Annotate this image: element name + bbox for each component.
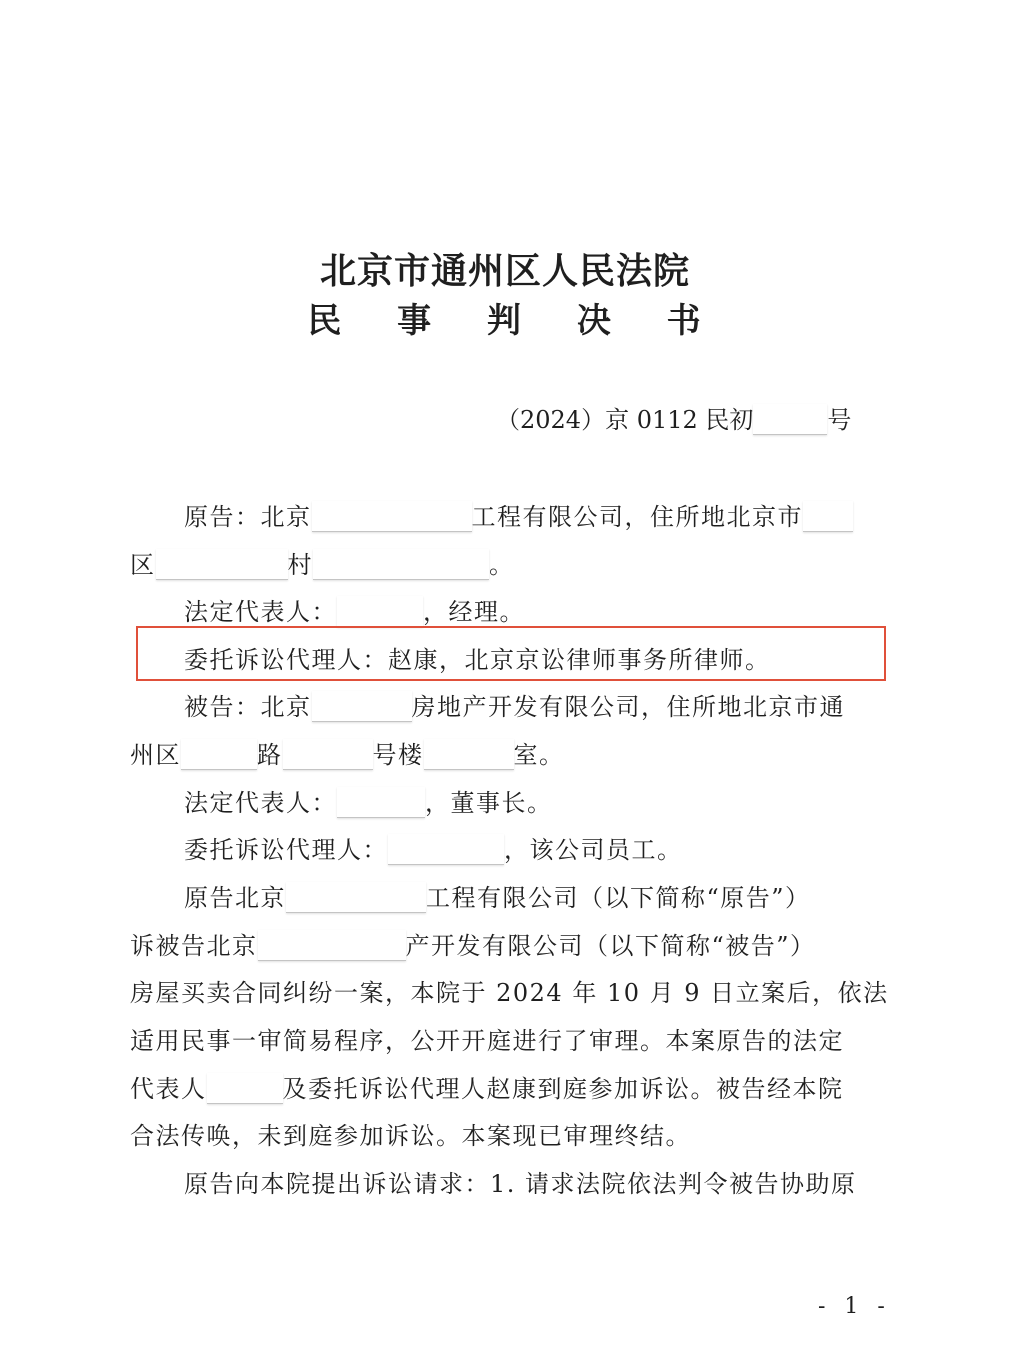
plaintiff-address-line (130, 545, 515, 585)
paragraph-line: 合法传唤，未到庭参加诉讼。本案现已审理终结。 (130, 1122, 691, 1150)
address-text: 号楼 (372, 741, 424, 769)
case-number-suffix: 号 (827, 406, 852, 434)
representative-title: ，董事长。 (425, 789, 553, 817)
redaction-block (803, 501, 853, 532)
address-text: 州区 (130, 741, 181, 769)
paragraph-line: 房屋买卖合同纠纷一案，本院于 2024 年 10 月 9 日立案后，依法 (130, 979, 889, 1007)
redaction-block (207, 1073, 283, 1104)
redaction-block (337, 596, 423, 627)
paragraph-text: 及委托诉讼代理人赵康到庭参加诉讼。被告经本院 (282, 1075, 844, 1103)
plaintiff-label: 原告：北京 (184, 503, 312, 531)
redaction-block (312, 501, 472, 532)
plaintiff-agent-line: 委托诉讼代理人：赵康，北京京讼律师事务所律师。 (184, 646, 771, 674)
case-number-prefix: （2024）京 0112 民初 (496, 406, 754, 434)
representative-label: 法定代表人： (184, 598, 337, 626)
redaction-block (753, 404, 827, 435)
case-number (496, 400, 851, 440)
redaction-block (312, 691, 412, 722)
document-type-title: 民 事 判 决 书 (307, 301, 723, 341)
representative-title: ，经理。 (423, 598, 525, 626)
court-name: 北京市通州区人民法院 (319, 250, 690, 292)
paragraph-text: 工程有限公司（以下简称“原告”） (426, 884, 811, 912)
paragraph-line: 原告向本院提出诉讼请求：1. 请求法院依法判令被告协助原 (184, 1170, 857, 1198)
redaction-block (181, 739, 257, 770)
redaction-block (258, 930, 406, 961)
address-text: 区 (130, 551, 156, 579)
address-text: 室。 (513, 741, 565, 769)
defendant-address-line (130, 735, 565, 775)
defendant-representative-line (184, 783, 553, 823)
page-number: - 1 - (818, 1294, 891, 1319)
agent-label: 委托诉讼代理人： (184, 836, 388, 864)
defendant-label: 被告：北京 (184, 693, 312, 721)
redaction-block (337, 787, 425, 818)
redaction-block (313, 549, 489, 580)
paragraph-line (184, 878, 811, 918)
paragraph-line (130, 1069, 844, 1109)
redaction-block (283, 739, 373, 770)
paragraph-text: 原告北京 (184, 884, 286, 912)
agent-title: ，该公司员工。 (504, 836, 683, 864)
redaction-block (286, 882, 426, 913)
paragraph-line: 适用民事一审简易程序，公开开庭进行了审理。本案原告的法定 (130, 1027, 844, 1055)
defendant-agent-line (184, 830, 683, 870)
address-text: 。 (489, 551, 515, 579)
defendant-line (184, 687, 845, 727)
paragraph-text: 产开发有限公司（以下简称“被告”） (405, 932, 816, 960)
plaintiff-line (184, 497, 853, 537)
paragraph-text: 诉被告北京 (130, 932, 258, 960)
address-text: 路 (257, 741, 283, 769)
highlight-box (136, 626, 886, 681)
defendant-company-text: 房地产开发有限公司，住所地北京市通 (411, 693, 845, 721)
redaction-block (424, 739, 514, 770)
redaction-block (388, 834, 504, 865)
representative-label: 法定代表人： (184, 789, 337, 817)
plaintiff-company-text: 工程有限公司，住所地北京市 (471, 503, 803, 531)
address-text: 村 (287, 551, 313, 579)
paragraph-text: 代表人 (130, 1075, 207, 1103)
redaction-block (156, 549, 288, 580)
paragraph-line (130, 926, 816, 966)
